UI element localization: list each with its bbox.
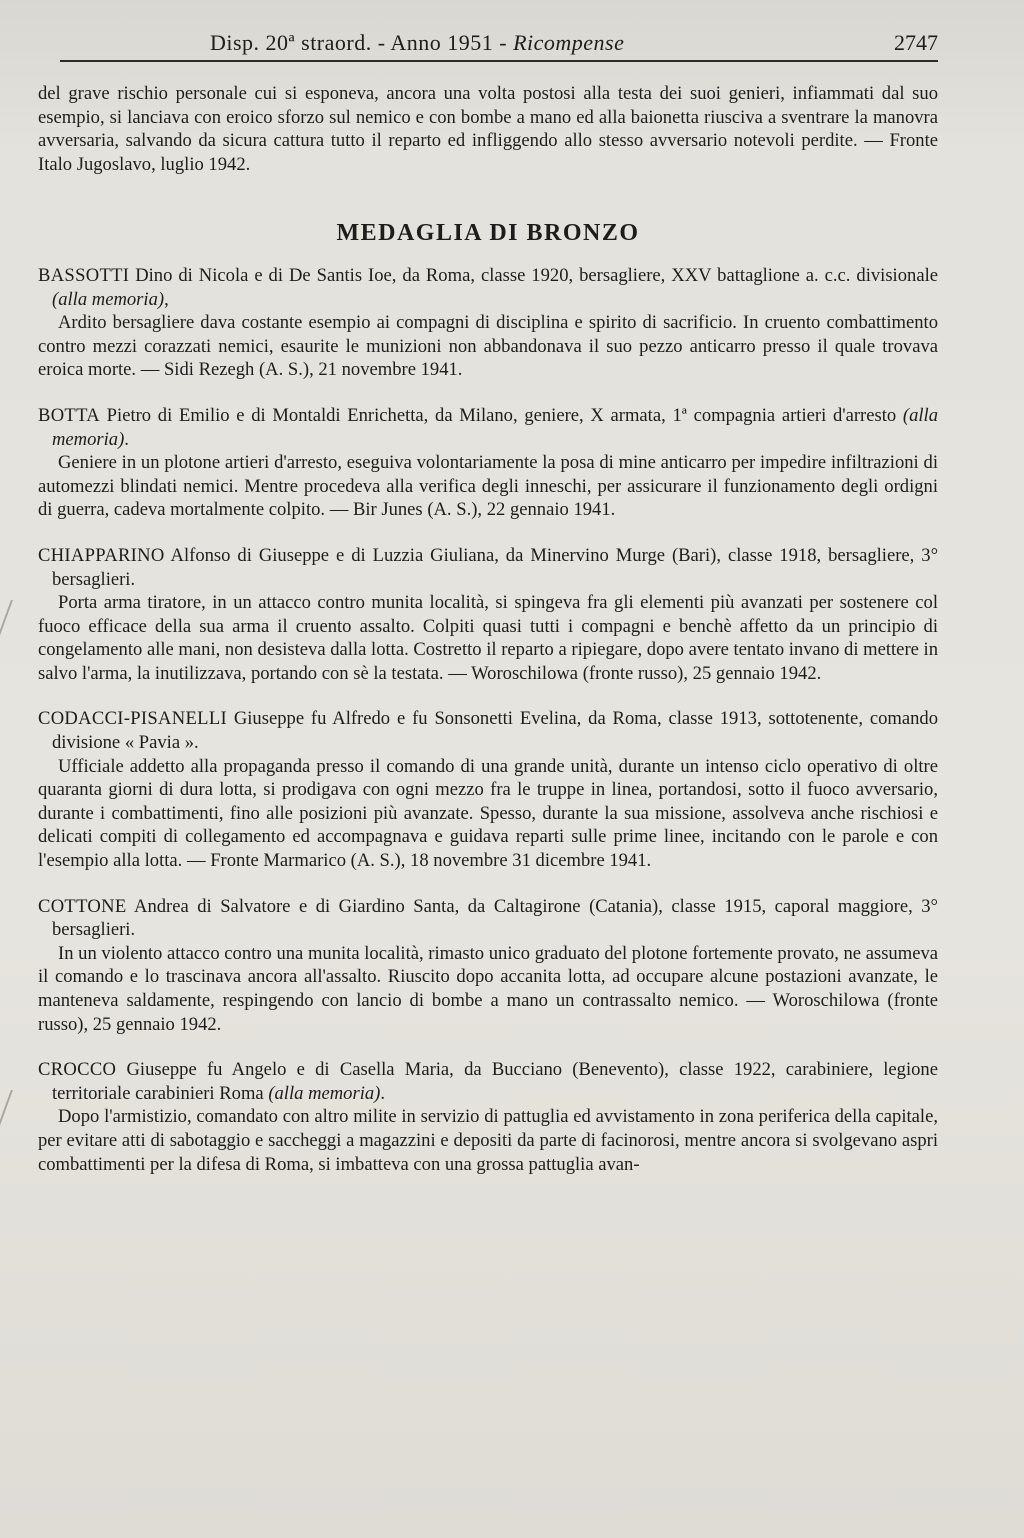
entry-description: Ardito bersagliere dava costante esempio ai compagni di disciplina e spirito di sacrificio. In cruento combattimento contro mezzi corazzati nemici, esaurite le munizioni non abbandonava il suo pezzo anticarro presso il quale trovava eroica morte. — Sidi Rezegh (A. S.), 21 novembre 1941. [38, 312, 938, 381]
award-entry [38, 264, 938, 382]
award-entry [38, 707, 938, 872]
page-number: 2747 [894, 30, 938, 55]
entry-details: Pietro di Emilio e di Montaldi Enrichetta, da Milano, geniere, X armata, 1ª compagnia artieri d'arresto [99, 404, 903, 426]
entry-heading [38, 264, 938, 311]
entry-description: Geniere in un plotone artieri d'arresto, eseguiva volontariamente la posa di mine anticarro per impedire infiltrazioni di automezzi blindati nemici. Mentre procedeva alla verifica degli inneschi, per assicurare il funzionamento degli ordigni di guerra, cadeva mortalmente colpito. — Bir Junes (A. S.), 22 gennaio 1941. [38, 452, 938, 521]
entry-details: Alfonso di Giuseppe e di Luzzia Giuliana, da Minervino Murge (Bari), classe 1918, bersagliere, 3° bersaglieri. [52, 544, 938, 590]
entry-memoria: (alla memoria) [268, 1082, 381, 1104]
entry-heading [38, 1058, 938, 1105]
header-left-text: Disp. 20ª straord. - Anno 1951 - [210, 30, 514, 55]
header-title [210, 30, 624, 56]
entry-surname: CODACCI-PISANELLI [38, 708, 227, 730]
entry-heading-end: . [124, 428, 129, 450]
page-body [38, 82, 938, 1176]
entry-details: Dino di Nicola e di De Santis Ioe, da Roma, classe 1920, bersagliere, XXV battaglione a. c.c. divisionale [129, 264, 938, 286]
entry-description: Dopo l'armistizio, comandato con altro milite in servizio di pattuglia ed avvistamento in zona periferica della capitale, per evitare atti di sabotaggio e saccheggi a magazzini e depositi da parte di facinorosi, mentre ancora si svolgevano aspri combattimenti per la difesa di Roma, si imbatteva con una grossa pattuglia avan- [38, 1106, 938, 1175]
entry-description: Porta arma tiratore, in un attacco contro munita località, si spingeva fra gli elementi più avanzati per sostenere col fuoco efficace della sua arma il cruento assalto. Colpiti quasi tutti i compagni e benchè affetto da un principio di congelamento alle mani, non desisteva dalla lotta. Costretto il reparto a ripiegare, dopo avere tentato invano di mettere in salvo l'arma, la inutilizzava, portando con sè la testata. — Woroschilowa (fronte russo), 25 gennaio 1942. [38, 592, 938, 684]
entry-surname: CHIAPPARINO [38, 544, 165, 566]
entry-surname: BASSOTTI [38, 264, 130, 286]
entry-description: Ufficiale addetto alla propaganda presso il comando di una grande unità, durante un intenso ciclo operativo di oltre quaranta giorni di dura lotta, si prodigava con ogni mezzo fra le truppe in linea, portandosi, sotto il fuoco avversario, durante i combattimenti, fino alle posizioni più avanzate. Spesso, durante la sua missione, assolveva anche rischiosi e delicati compiti di collegamento ed accompagnava e guidava reparti sulle prime linee, incitando con le parole e con l'esempio alla lotta. — Fronte Marmarico (A. S.), 18 novembre 31 dicembre 1941. [38, 755, 938, 872]
header-italic-text: Ricompense [513, 30, 625, 55]
entry-heading [38, 707, 938, 754]
entry-heading-end: , [164, 288, 169, 310]
entry-memoria: (alla memoria) [52, 404, 938, 450]
entry-details: Giuseppe fu Alfredo e fu Sonsonetti Evelina, da Roma, classe 1913, sottotenente, comando divisione « Pavia ». [52, 708, 938, 754]
entry-surname: COTTONE [38, 895, 127, 917]
award-entry [38, 895, 938, 1037]
entry-memoria: (alla memoria) [52, 288, 165, 310]
entry-surname: BOTTA [38, 404, 100, 426]
entry-details: Andrea di Salvatore e di Giardino Santa, da Caltagirone (Catania), classe 1915, caporal maggiore, 3° bersaglieri. [52, 895, 938, 941]
award-entry [38, 544, 938, 686]
page-header [60, 26, 938, 62]
award-entry [38, 1058, 938, 1176]
entry-heading [38, 544, 938, 591]
award-entry [38, 404, 938, 522]
entries-list [38, 264, 938, 1176]
margin-mark [0, 600, 35, 660]
margin-mark [0, 1090, 35, 1150]
entry-heading [38, 404, 938, 451]
entry-heading [38, 895, 938, 942]
entry-heading-end: . [380, 1082, 386, 1104]
entry-surname: CROCCO [38, 1059, 117, 1081]
section-title: MEDAGLIA DI BRONZO [336, 220, 640, 247]
entry-description: In un violento attacco contro una munita località, rimasto unico graduato del plotone fortemente provato, ne assumeva il comando e lo trascinava ancora all'assalto. Riuscito dopo accanita lotta, ad occupare alcune postazioni avanzate, le manteneva saldamente, respingendo con lancio di bombe a mano un contrassalto nemico. — Woroschilowa (fronte russo), 25 gennaio 1942. [38, 942, 938, 1035]
entry-details: Giuseppe fu Angelo e di Casella Maria, da Bucciano (Benevento), classe 1922, carabiniere, legione territoriale carabinieri Roma [52, 1059, 938, 1104]
intro-paragraph: del grave rischio personale cui si esponeva, ancora una volta postosi alla testa dei suoi genieri, infiammati dal suo esempio, si lanciava con eroico sforzo sul nemico e con bombe a mano ed alla baionetta riusciva a sventrare la manovra avversaria, salvando da sicura cattura tutto il reparto ed infliggendo allo stesso avversario notevoli perdite. — Fronte Italo Jugoslavo, luglio 1942. [38, 83, 938, 175]
